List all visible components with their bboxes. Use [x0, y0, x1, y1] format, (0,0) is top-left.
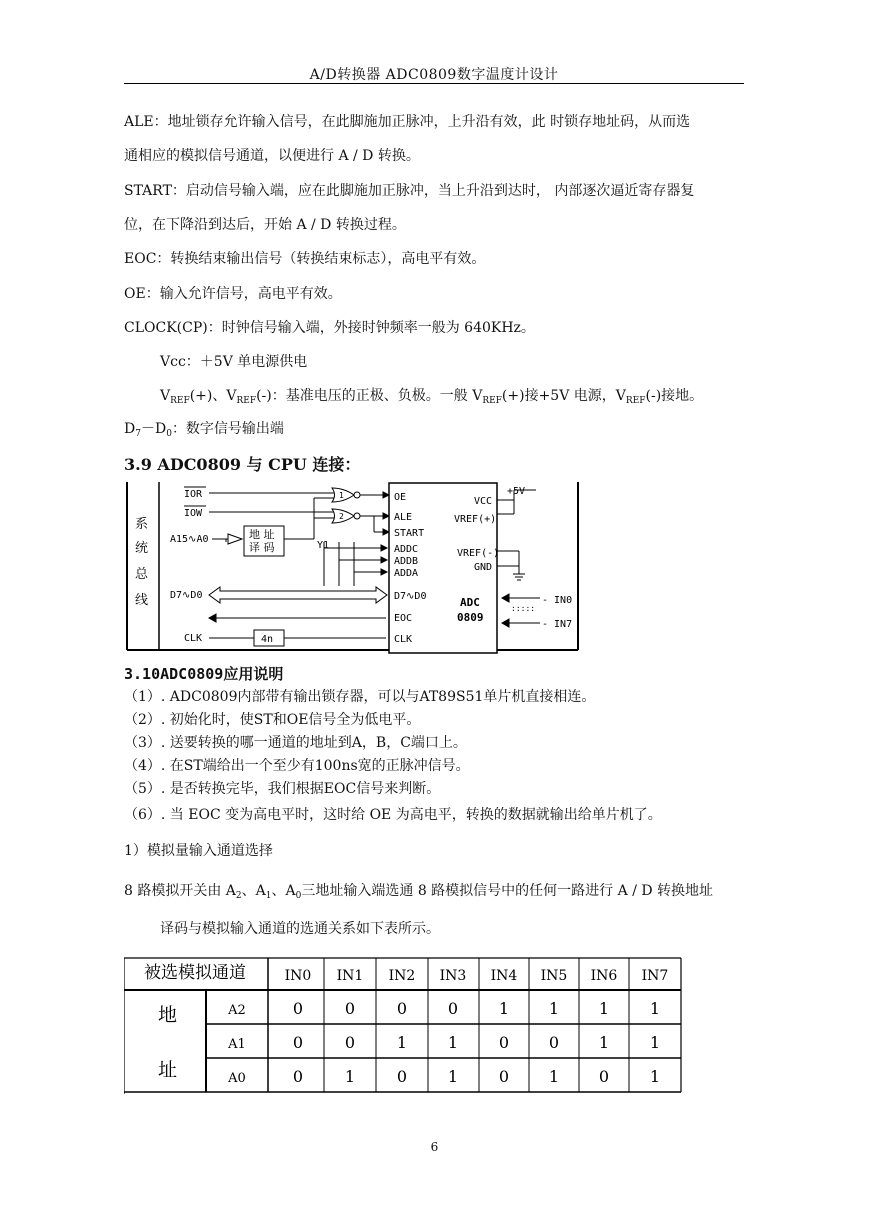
start-desc-line1: START：启动信号输入端，应在此脚施加正脉冲，当上升沿到达时， 内部逐次逼近寄存器复: [124, 183, 695, 199]
table-cell: 1: [598, 1033, 610, 1052]
ior-label: IOR: [184, 489, 203, 500]
table-channel-header: IN7: [641, 968, 669, 984]
table-cell: 0: [344, 999, 356, 1018]
ale-desc-line1: ALE：地址锁存允许输入信号，在此脚施加正脉冲，上升沿有效，此 时锁存地址码，从而选: [124, 114, 691, 130]
address-channel-table: [124, 956, 684, 1096]
data-pins-desc: $D_7-D_0$：数字信号输出端: [124, 421, 284, 439]
table-row-address-name: A2: [228, 1003, 246, 1018]
oe-desc: OE：输入允许信号，高电平有效。: [124, 286, 342, 302]
clk-label: CLK: [184, 633, 203, 644]
table-header-label: 被选模拟通道: [144, 963, 246, 983]
pin-addb: ADDB: [394, 556, 419, 567]
table-channel-header: IN2: [388, 968, 416, 984]
table-cell: 1: [598, 999, 610, 1018]
start-desc-line2: 位，在下降沿到达后，开始 A / D 转换过程。: [124, 217, 406, 233]
table-cell: 1: [396, 1033, 408, 1052]
pin-d7-d0: D7∿D0: [394, 591, 427, 602]
y1-label: Y1: [317, 540, 330, 551]
eoc-desc: EOC：转换结束输出信号（转换结束标志），高电平有效。: [124, 251, 486, 267]
note-6: （6）. 当 EOC 变为高电平时，这时给 OE 为高电平，转换的数据就输出给单片机了。: [124, 807, 662, 823]
table-cell: 1: [548, 1067, 560, 1086]
divider-label: 4n: [261, 634, 274, 645]
in7-label: - IN7: [542, 619, 573, 630]
page-header: A/D转换器 ADC0809数字温度计设计: [309, 67, 559, 83]
address-label-1: 地: [158, 1004, 178, 1026]
section-heading-3-9: 3.9 ADC0809 与 CPU 连接：: [124, 455, 361, 474]
pin-oe: OE: [394, 492, 407, 503]
page-number: 6: [430, 1140, 439, 1154]
decoder-text-line2: 译 码: [249, 541, 275, 554]
table-channel-header: IN1: [336, 968, 364, 984]
pin-start: START: [394, 528, 425, 539]
pin-vref-plus: VREF(+): [454, 514, 497, 525]
mux-desc-line1: 8 路模拟开关由 $A_2$、$A_1$、$A_0$三地址输入端选通 8 路模拟信号中的任何一路进行 A / D 转换地址: [124, 883, 714, 901]
table-channel-header: IN5: [540, 968, 568, 984]
adc0809-cpu-connection-diagram: [124, 478, 584, 656]
pin-vref-minus: VREF(-): [457, 548, 500, 559]
chip-name-1: ADC: [460, 596, 480, 609]
table-cell: 1: [447, 1033, 459, 1052]
note-4: （4）. 在ST端给出一个至少有100ns宽的正脉冲信号。: [124, 758, 470, 774]
table-cell: 0: [498, 1033, 510, 1052]
table-cell: 1: [649, 1067, 661, 1086]
pin-adda: ADDA: [394, 568, 419, 579]
pin-ale: ALE: [394, 512, 413, 523]
decoder-text-line1: 地 址: [249, 528, 275, 541]
note-3: （3）. 送要转换的哪一通道的地址到A，B，C端口上。: [124, 735, 467, 751]
bus-char-2: 统: [135, 541, 149, 556]
table-cell: 0: [292, 999, 304, 1018]
pin-clk: CLK: [394, 634, 413, 645]
table-channel-header: IN0: [284, 968, 312, 984]
header-rule: [124, 83, 744, 84]
table-cell: 1: [498, 999, 510, 1018]
table-cell: 1: [548, 999, 560, 1018]
pin-vcc: VCC: [474, 496, 493, 507]
table-cell: 0: [396, 1067, 408, 1086]
bus-char-3: 总: [135, 567, 149, 582]
table-row-address-name: A1: [228, 1037, 246, 1052]
table-cell: 0: [292, 1067, 304, 1086]
table-cell: 0: [292, 1033, 304, 1052]
table-cell: 0: [396, 999, 408, 1018]
in0-label: - IN0: [542, 595, 573, 606]
table-cell: 0: [498, 1067, 510, 1086]
table-cell: 1: [649, 999, 661, 1018]
table-cell: 0: [548, 1033, 560, 1052]
table-cell: 1: [344, 1067, 356, 1086]
section-heading-3-10: 3.10ADC0809应用说明: [124, 665, 284, 683]
channel-dots: :::::: [511, 604, 536, 613]
pin-eoc: EOC: [394, 613, 413, 624]
table-channel-header: IN3: [439, 968, 467, 984]
address-bus-label: A15∿A0: [170, 534, 209, 545]
vref-desc: $V_{REF}(+)$、$V_{REF}(-)$：基准电压的正极、负极。一般 $V_{REF}(+)$接+5V 电源，$V_{REF}(-)$接地。: [160, 388, 704, 406]
ale-desc-line2: 通相应的模拟信号通道，以便进行 A / D 转换。: [124, 148, 420, 164]
table-channel-header: IN6: [590, 968, 618, 984]
note-5: （5）. 是否转换完毕，我们根据EOC信号来判断。: [124, 781, 441, 797]
table-row-address-name: A0: [228, 1071, 246, 1086]
pin-addc: ADDC: [394, 544, 419, 555]
address-label-2: 址: [158, 1059, 178, 1081]
iow-label: IOW: [184, 508, 203, 519]
bus-char-4: 线: [135, 593, 149, 608]
table-cell: 1: [649, 1033, 661, 1052]
data-bus-arrow: [209, 587, 387, 603]
vcc-desc: Vcc：＋5V 单电源供电: [160, 354, 308, 370]
plus5v-label: +5V: [507, 486, 526, 497]
table-cell: 0: [344, 1033, 356, 1052]
subsection-heading: 1）模拟量输入通道选择: [124, 843, 273, 859]
note-2: （2）. 初始化时，使ST和OE信号全为低电平。: [124, 712, 421, 728]
table-cell: 0: [447, 999, 459, 1018]
gate2-label: 2: [339, 512, 344, 521]
data-bus-label: D7∿D0: [170, 590, 203, 601]
table-cell: 1: [447, 1067, 459, 1086]
mux-desc-line2: 译码与模拟输入通道的选通关系如下表所示。: [160, 921, 440, 937]
table-channel-header: IN4: [490, 968, 518, 984]
bus-char-1: 系: [135, 517, 149, 532]
table-cell: 0: [598, 1067, 610, 1086]
clock-desc: CLOCK(CP)：时钟信号输入端，外接时钟频率一般为 640KHz。: [124, 320, 535, 336]
pin-gnd: GND: [474, 562, 493, 573]
chip-name-2: 0809: [457, 611, 484, 624]
gate1-label: 1: [339, 491, 344, 500]
note-1: （1）. ADC0809内部带有输出锁存器，可以与AT89S51单片机直接相连。: [124, 689, 596, 705]
